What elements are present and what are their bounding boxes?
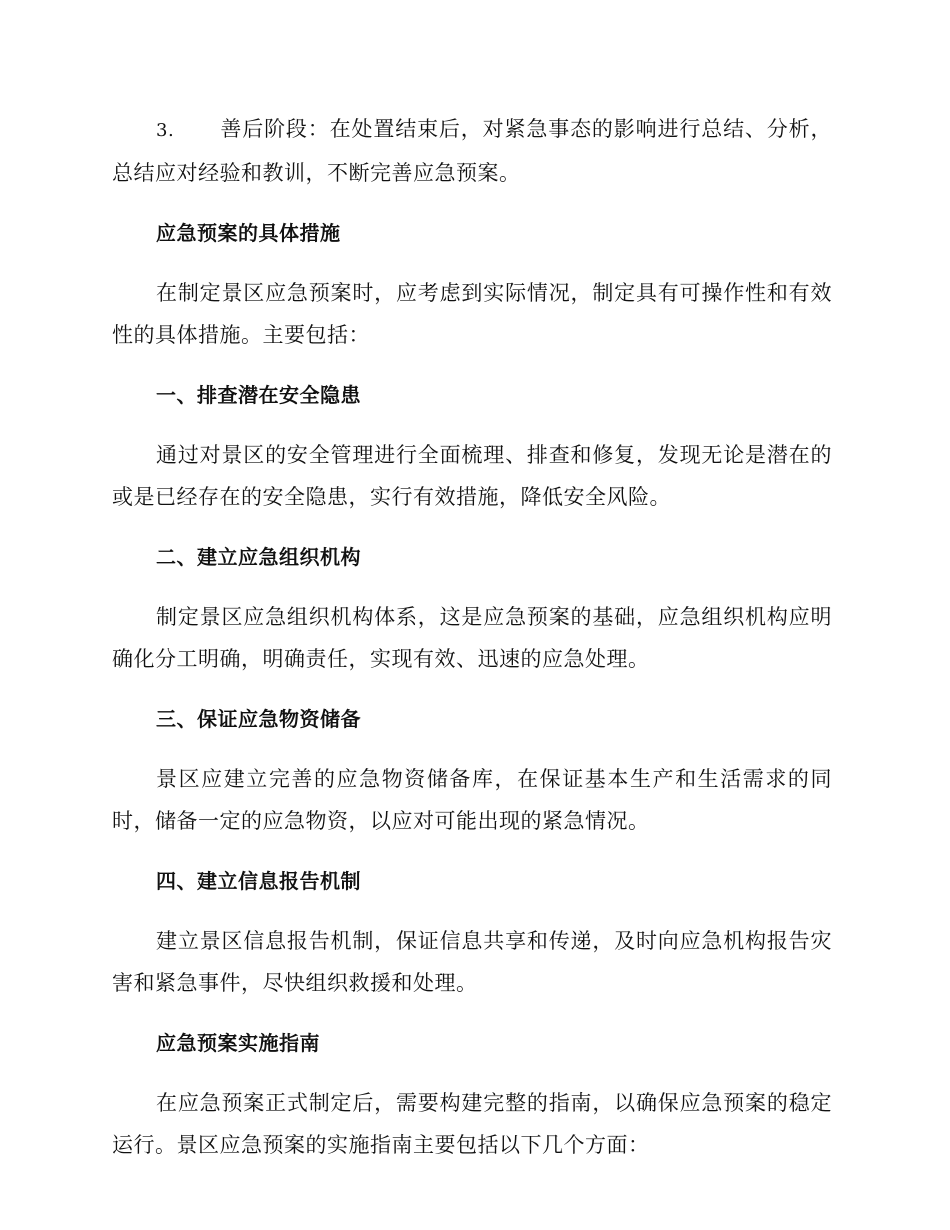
section-heading: 应急预案实施指南 bbox=[156, 1031, 320, 1055]
paragraph: 通过对景区的安全管理进行全面梳理、排查和修复，发现无论是潜在的或是已经存在的安全隐患，实行有效措施，降低安全风险。 bbox=[112, 443, 832, 509]
list-item-3 bbox=[112, 108, 832, 194]
paragraph: 制定景区应急组织机构体系，这是应急预案的基础，应急组织机构应明确化分工明确，明确责任，实现有效、迅速的应急处理。 bbox=[112, 605, 832, 671]
document-body bbox=[112, 108, 832, 1184]
paragraph: 在制定景区应急预案时，应考虑到实际情况，制定具有可操作性和有效性的具体措施。主要包括： bbox=[112, 281, 832, 347]
section-heading: 一、排查潜在安全隐患 bbox=[156, 383, 361, 407]
paragraph: 建立景区信息报告机制，保证信息共享和传递，及时向应急机构报告灾害和紧急事件，尽快组织救援和处理。 bbox=[112, 929, 832, 995]
section-heading: 三、保证应急物资储备 bbox=[156, 707, 361, 731]
section-heading: 二、建立应急组织机构 bbox=[156, 545, 361, 569]
paragraph: 在应急预案正式制定后，需要构建完整的指南，以确保应急预案的稳定运行。景区应急预案的实施指南主要包括以下几个方面： bbox=[112, 1091, 832, 1157]
paragraph: 景区应建立完善的应急物资储备库，在保证基本生产和生活需求的同时，储备一定的应急物资，以应对可能出现的紧急情况。 bbox=[112, 767, 832, 833]
section-heading: 四、建立信息报告机制 bbox=[156, 869, 361, 893]
list-number: 3. bbox=[156, 120, 175, 141]
list-item-text: 善后阶段：在处置结束后，对紧急事态的影响进行总结、分析，总结应对经验和教训，不断完善应急预案。 bbox=[112, 117, 832, 185]
section-heading: 应急预案的具体措施 bbox=[156, 221, 341, 245]
